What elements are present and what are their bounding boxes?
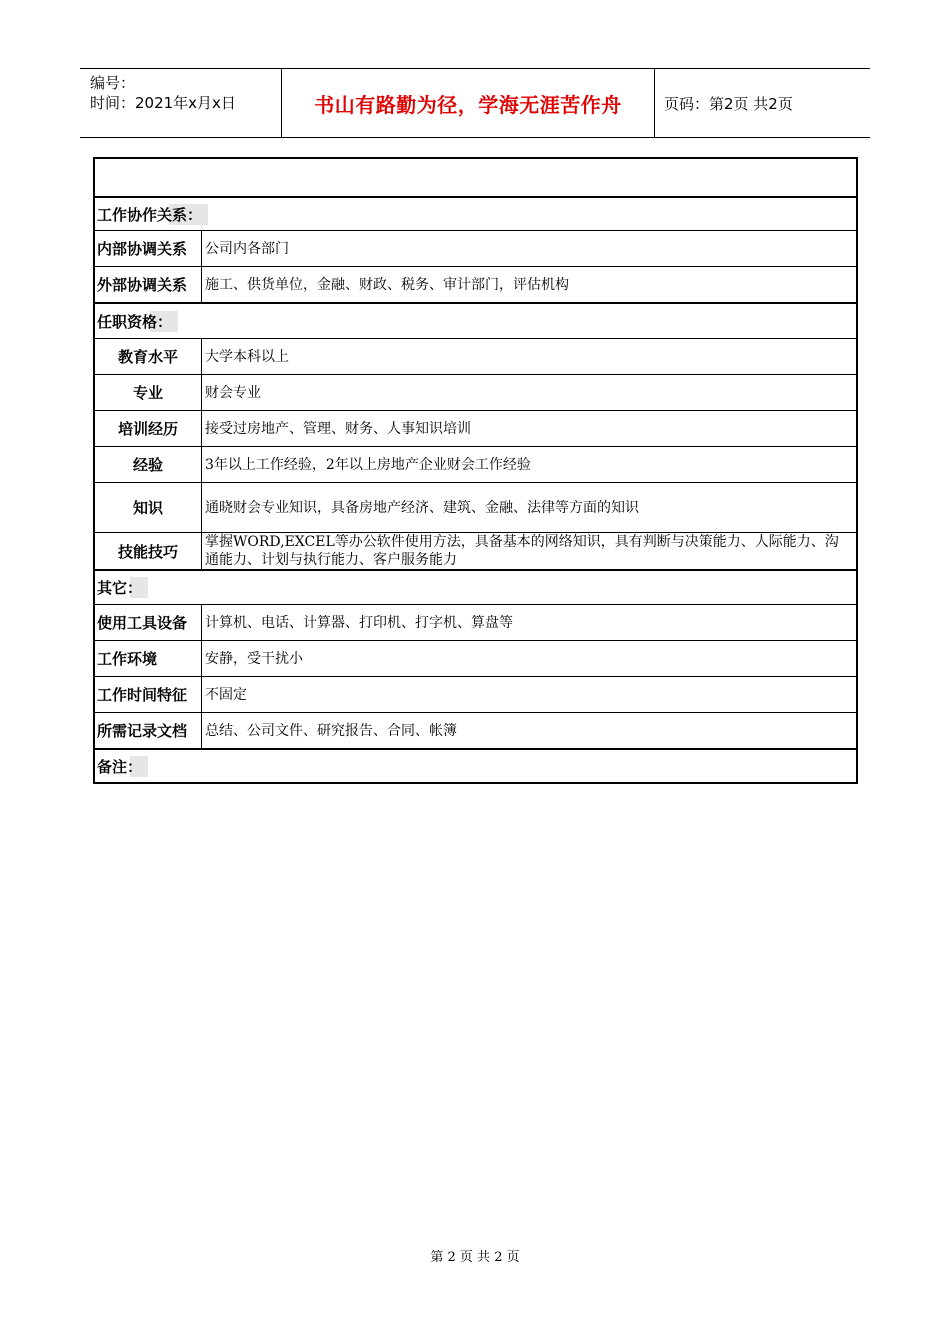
row-label: 培训经历 <box>95 411 202 446</box>
table-row <box>95 446 856 482</box>
row-value: 安静，受干扰小 <box>205 650 303 667</box>
section-qualification <box>95 302 856 338</box>
table-row <box>95 410 856 446</box>
table-row <box>95 712 856 748</box>
page-footer: 第 2 页 共 2 页 <box>430 1250 520 1265</box>
section-title: 其它： <box>97 577 148 598</box>
row-value: 不固定 <box>205 686 247 703</box>
row-value: 财会专业 <box>205 384 261 401</box>
row-value: 总结、公司文件、研究报告、合同、帐簿 <box>205 722 457 739</box>
row-label: 工作环境 <box>95 641 202 676</box>
row-label: 工作时间特征 <box>95 677 202 712</box>
row-value: 掌握WORD,EXCEL等办公软件使用方法，具备基本的网络知识，具有判断与决策能力、人际能力、沟通能力、计划与执行能力、客户服务能力 <box>205 534 839 568</box>
section-title: 工作协作关系： <box>97 204 208 225</box>
table-row <box>95 482 856 532</box>
table-row <box>95 640 856 676</box>
table-row <box>95 676 856 712</box>
row-label: 使用工具设备 <box>95 605 202 640</box>
blank-row <box>95 159 856 196</box>
section-title: 任职资格： <box>97 311 178 332</box>
row-value: 施工、供货单位，金融、财政、税务、审计部门，评估机构 <box>205 276 569 293</box>
table-row <box>95 230 856 266</box>
document-number-label: 编号： <box>90 74 136 92</box>
row-label: 教育水平 <box>95 339 202 374</box>
header-meta <box>90 73 280 113</box>
document-date: 时间：2021年x月x日 <box>90 94 236 112</box>
section-other <box>95 569 856 604</box>
row-value: 大学本科以上 <box>205 348 289 365</box>
row-label: 技能技巧 <box>95 533 202 569</box>
section-cooperation <box>95 196 856 230</box>
page-header <box>80 68 870 138</box>
row-value: 计算机、电话、计算器、打印机、打字机、算盘等 <box>205 614 513 631</box>
row-label: 内部协调关系 <box>95 231 202 266</box>
table-row <box>95 338 856 374</box>
row-label: 专业 <box>95 375 202 410</box>
header-motto: 书山有路勤为径，学海无涯苦作舟 <box>314 92 622 117</box>
header-page-info: 页码：第2页 共2页 <box>664 94 793 113</box>
row-value: 公司内各部门 <box>205 240 289 257</box>
section-remarks <box>95 748 856 782</box>
table-row <box>95 604 856 640</box>
row-label: 所需记录文档 <box>95 713 202 748</box>
row-value: 3年以上工作经验，2年以上房地产企业财会工作经验 <box>205 456 531 473</box>
job-description-table <box>93 157 858 784</box>
header-divider <box>654 69 655 137</box>
row-value: 接受过房地产、管理、财务、人事知识培训 <box>205 420 471 437</box>
row-label: 外部协调关系 <box>95 267 202 302</box>
row-label: 经验 <box>95 447 202 482</box>
table-row <box>95 374 856 410</box>
section-title: 备注： <box>97 756 148 777</box>
table-row <box>95 532 856 569</box>
table-row <box>95 266 856 302</box>
row-value: 通晓财会专业知识，具备房地产经济、建筑、金融、法律等方面的知识 <box>205 499 639 516</box>
row-label: 知识 <box>95 483 202 532</box>
